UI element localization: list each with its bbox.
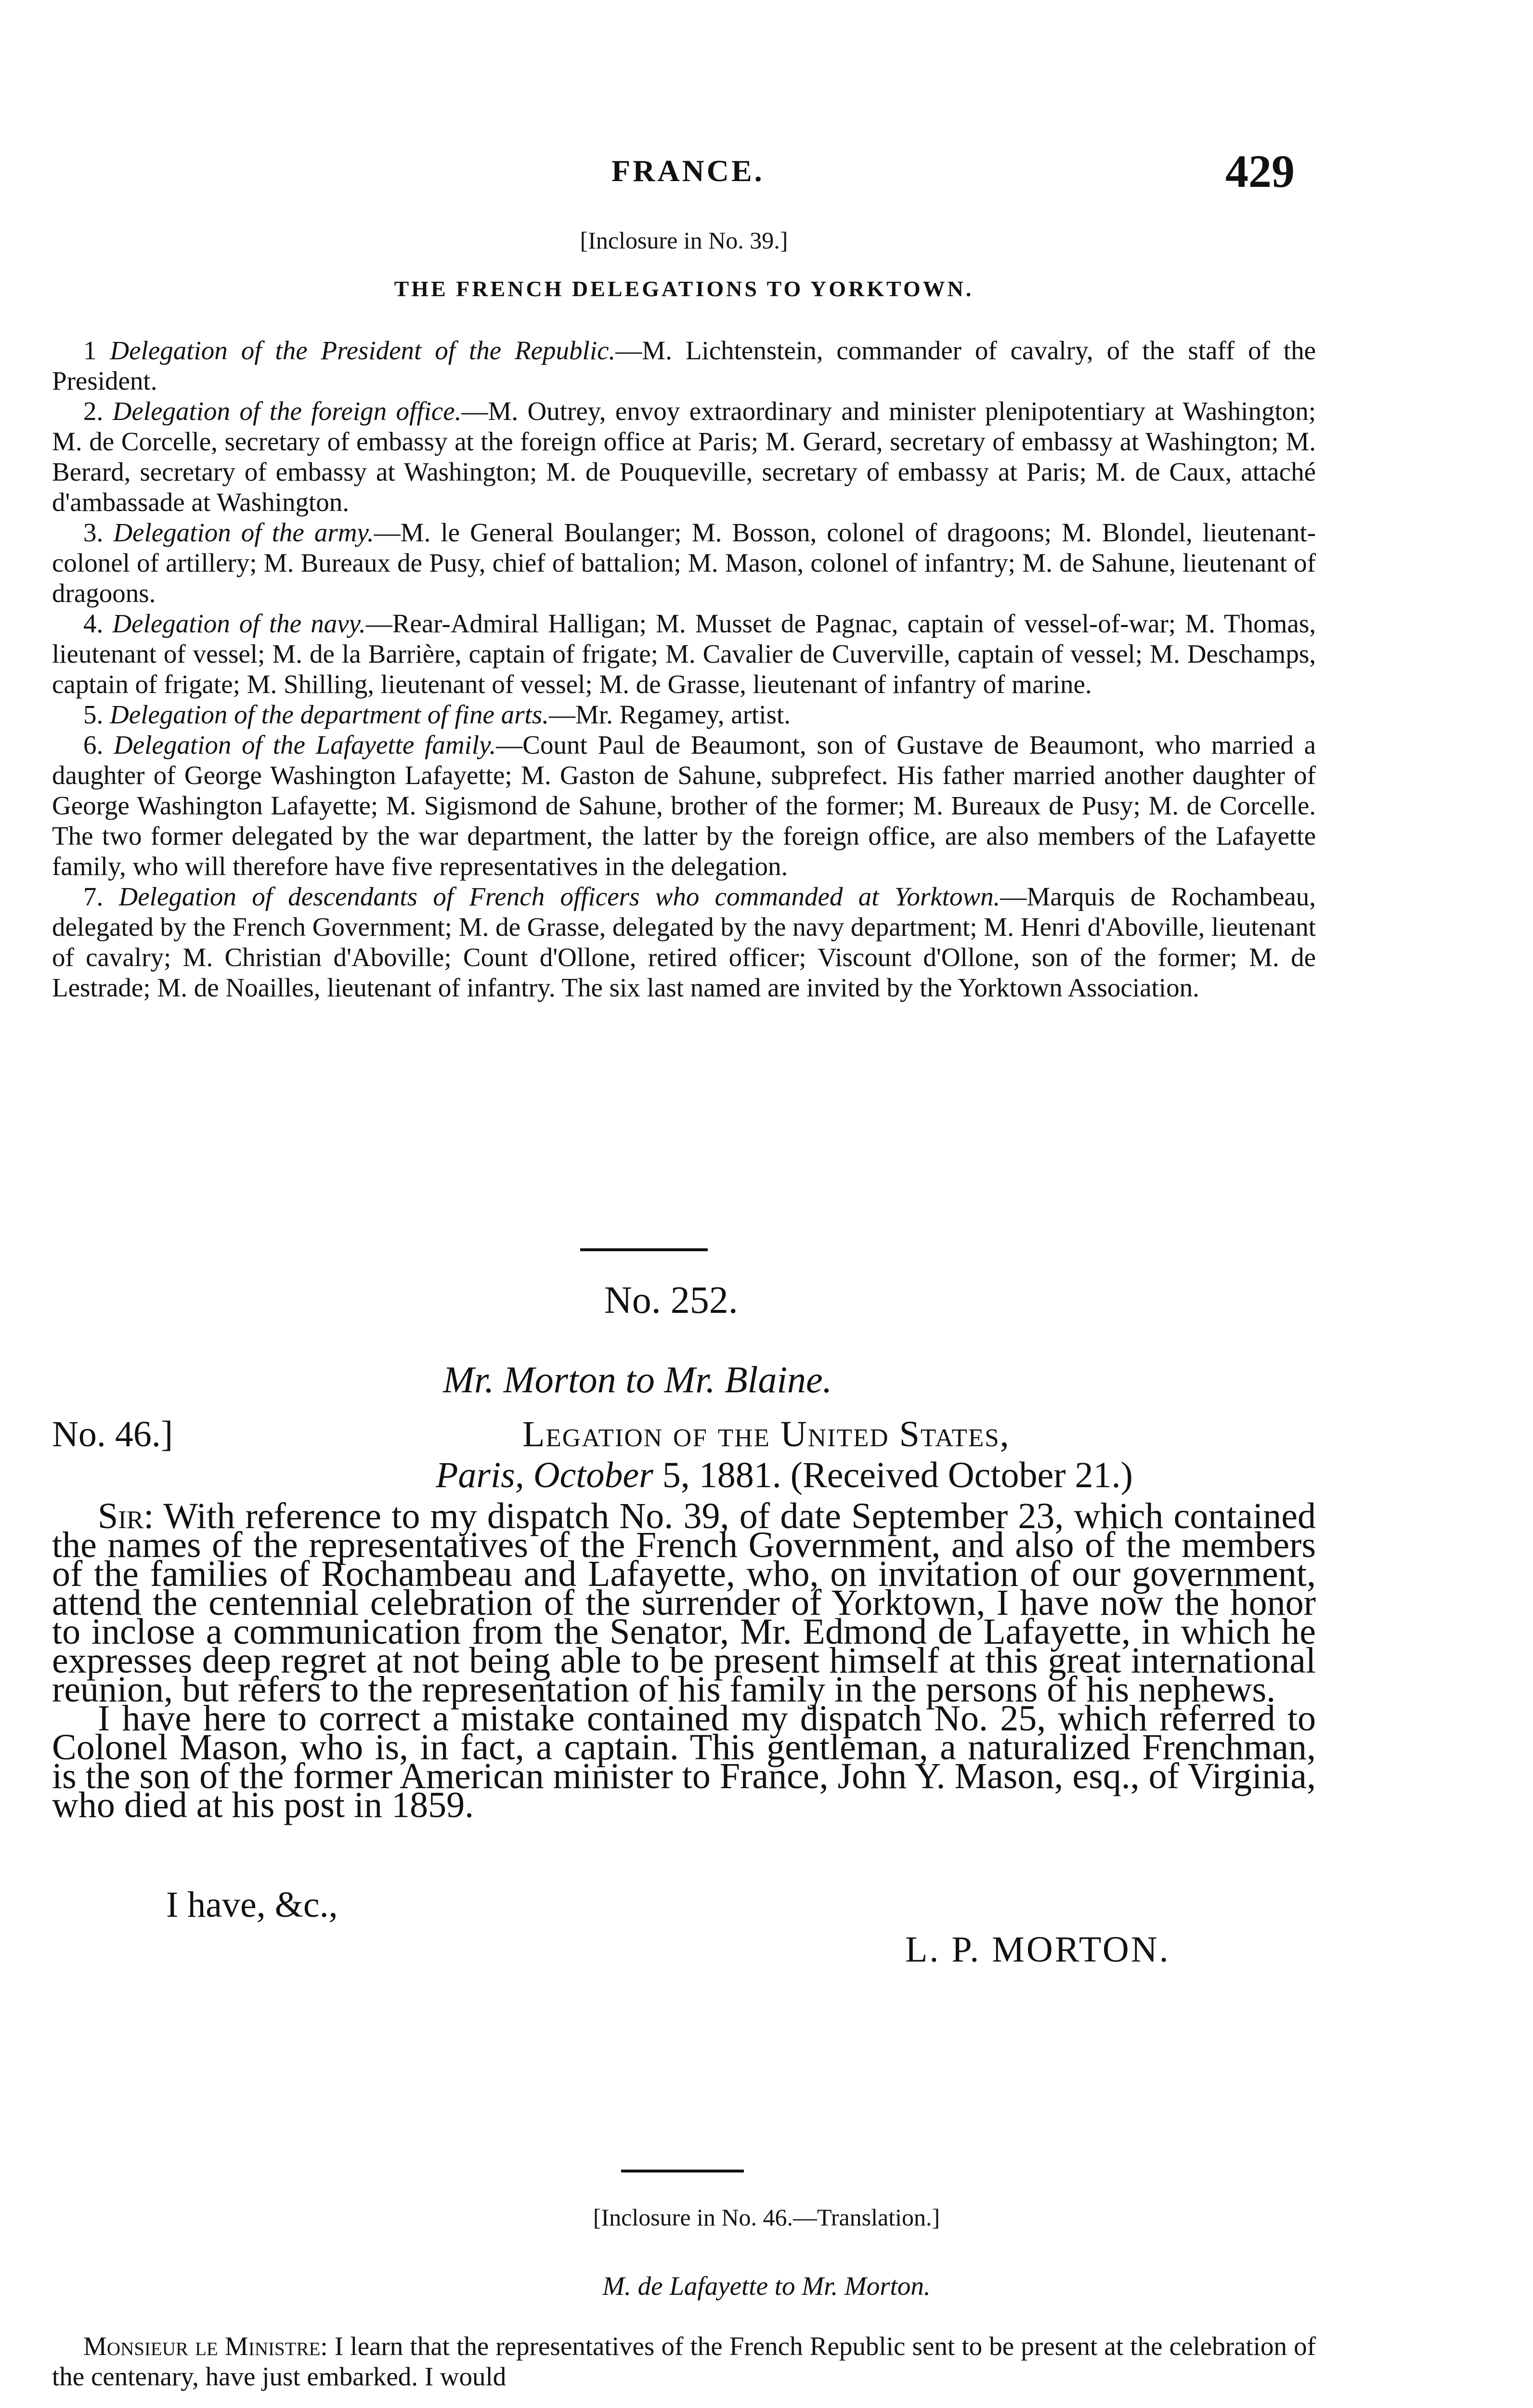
salutation: Sir bbox=[98, 1496, 144, 1536]
item-number: 6. bbox=[83, 730, 104, 759]
item-text: —M. le General Boulanger; M. Bosson, colonel of dragoons; M. Blondel, lieutenant-colonel of artillery; M. Bureaux de Pusy, chief of battalion; M. Mason, colonel of infantry; M. de Sahune, lieutenant of dragoons. bbox=[52, 518, 1316, 608]
item-heading: Delegation of the navy. bbox=[112, 609, 366, 638]
item-text: —Rear-Admiral Halligan; M. Musset de Pagnac, captain of vessel-of-war; M. Thomas, lieutenant of vessel; M. de la Barrière, captain of frigate; M. Cavalier de Cuverville, captain of vessel; M. Deschamps, captain of frigate; M. Shilling, lieutenant of vessel; M. de Grasse, lieutenant of infantry of marine. bbox=[52, 609, 1316, 699]
item-heading: Delegation of the department of fine arts. bbox=[110, 700, 549, 729]
inclosure-39 bbox=[52, 226, 1316, 1003]
item-number: 2. bbox=[83, 396, 104, 426]
delegation-item bbox=[52, 335, 1316, 396]
dispatch-body bbox=[52, 1496, 1316, 1825]
inclosure-label: [Inclosure in No. 46.—Translation.] bbox=[593, 2204, 940, 2231]
item-heading: Delegation of the Lafayette family. bbox=[114, 730, 496, 759]
item-text: —Count Paul de Beaumont, son of Gustave de Beaumont, who married a daughter of George Washington Lafayette; M. Gaston de Sahune, subprefect. His father married another daughter of George Washington Lafayette; M. Sigismond de Sahune, brother of the former; M. Bureaux de Pusy; M. de Corcelle. The two former delegated by the war department, the latter by the foreign office, are also members of the Lafayette family, who will therefore have five representatives in the delegation. bbox=[52, 730, 1316, 881]
dispatch-heading: Mr. Morton to Mr. Blaine. bbox=[443, 1359, 832, 1400]
delegation-item bbox=[52, 881, 1316, 1003]
section-divider bbox=[580, 1248, 708, 1251]
item-heading: Delegation of the foreign office. bbox=[112, 396, 462, 426]
item-text: —M. Outrey, envoy extraordinary and minister plenipotentiary at Washington; M. de Corcelle, secretary of embassy at the foreign office at Paris; M. Gerard, secretary of embassy at Washington; M. Berard, secretary of embassy at Washington; M. de Pouqueville, secretary of embassy at Paris; M. de Caux, attaché d'ambassade at Washington. bbox=[52, 396, 1316, 517]
item-text: —Mr. Regamey, artist. bbox=[548, 700, 791, 729]
dispatch-paragraph bbox=[52, 1496, 1316, 1710]
closing-line: I have, &c., bbox=[166, 1885, 338, 1925]
item-heading: Delegation of the President of the Republic. bbox=[110, 336, 616, 365]
item-number: 3. bbox=[83, 518, 104, 547]
page-number: 429 bbox=[1225, 145, 1295, 197]
dateline bbox=[436, 1454, 1133, 1496]
dateline-place: Paris, October bbox=[436, 1455, 653, 1495]
item-heading: Delegation of the army. bbox=[113, 518, 374, 547]
salutation: Monsieur le Ministre bbox=[83, 2331, 321, 2361]
inclosure-title: THE FRENCH DELEGATIONS TO YORKTOWN. bbox=[394, 276, 974, 301]
item-heading: Delegation of descendants of French officers who commanded at Yorktown. bbox=[118, 882, 1000, 911]
item-number: 4. bbox=[83, 609, 104, 638]
signature: L. P. MORTON. bbox=[905, 1929, 1170, 1970]
legation-line: Legation of the United States, bbox=[522, 1414, 1010, 1454]
running-header bbox=[0, 144, 1533, 197]
dispatch-paragraph: I have here to correct a mistake contained my dispatch No. 25, which referred to Colonel Mason, who is, in fact, a captain. This gentleman, a naturalized Frenchman, is the son of the former American minister to France, John Y. Mason, esq., of Virginia, who died at his post in 1859. bbox=[52, 1698, 1316, 1825]
paragraph-text: : I learn that the representatives of the French Republic sent to be present at the celebration of the centenary, have just embarked. I would bbox=[52, 2331, 1316, 2391]
dispatch-reference: No. 46.] bbox=[52, 1414, 173, 1454]
item-number: 1 bbox=[83, 336, 97, 365]
letter-paragraph bbox=[52, 2331, 1316, 2392]
running-title: FRANCE. bbox=[611, 154, 765, 188]
section-divider bbox=[621, 2170, 744, 2172]
delegation-item bbox=[52, 608, 1316, 699]
delegation-item bbox=[52, 730, 1316, 881]
item-number: 7. bbox=[83, 882, 104, 911]
letter-heading: M. de Lafayette to Mr. Morton. bbox=[602, 2271, 931, 2301]
delegation-item bbox=[52, 517, 1316, 608]
inclosure-label: [Inclosure in No. 39.] bbox=[580, 227, 788, 254]
dispatch-number: No. 252. bbox=[604, 1279, 738, 1322]
item-number: 5. bbox=[83, 700, 104, 729]
letter-body bbox=[52, 2331, 1316, 2392]
dateline-rest: 5, 1881. (Received October 21.) bbox=[653, 1455, 1133, 1495]
delegation-item bbox=[52, 699, 1316, 730]
delegation-item bbox=[52, 396, 1316, 517]
item-text: —Marquis de Rochambeau, delegated by the French Government; M. de Grasse, delegated by the navy department; M. Henri d'Aboville, lieutenant of cavalry; M. Christian d'Aboville; Count d'Ollone, retired officer; Viscount d'Ollone, son of the former; M. de Lestrade; M. de Noailles, lieutenant of infantry. The six last named are invited by the Yorktown Association. bbox=[52, 882, 1316, 1002]
paragraph-text: : With reference to my dispatch No. 39, of date September 23, which contained the names of the representatives of the French Government, and also of the members of the families of Rochambeau and Lafayette, who, on invitation of our government, attend the centennial celebration of the surrender of Yorktown, I have now the honor to inclose a communication from the Senator, Mr. Edmond de Lafayette, in which he expresses deep regret at not being able to be present himself at this great international reunion, but refers to the representation of his family in the persons of his nephews. bbox=[52, 1496, 1316, 1710]
item-text: —M. Lichtenstein, commander of cavalry, of the staff of the President. bbox=[52, 336, 1316, 395]
